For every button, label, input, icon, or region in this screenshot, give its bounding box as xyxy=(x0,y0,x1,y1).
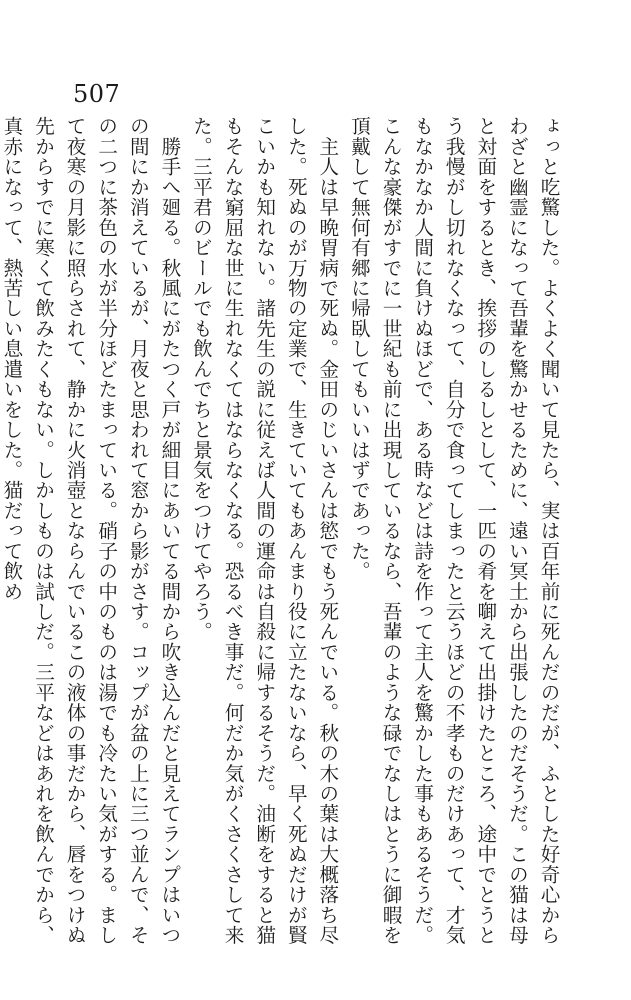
paragraph: 勝手へ廻る。秋風にがたつく戸が細目にあいてる間から吹き込んだと見えてランプはいつの間にか消えているが、月夜と思われて窓から影がさす。コップが盆の上に三つ並んで、その二つに茶色の水が半分ほどたまっている。硝子の中のものは湯でも冷たい気がする。まして夜寒の月影に照らされて、静かに火消壺とならんでいるこの液体の事だから、唇をつけぬ先からすでに寒くて飲みたくもない。しかしものは試しだ。三平などはあれを飲んでから、真赤になって、熱苦しい息遣いをした。猫だって飲め xyxy=(0,116,181,946)
paragraph: 主人は早晩胃病で死ぬ。金田のじいさんは慾でもう死んでいる。秋の木の葉は大概落ち尽した。死ぬのが万物の定業で、生きていてもあんまり役に立たないなら、早く死ぬだけが賢こいかも知れない。諸先生の説に従えば人間の運命は自殺に帰するそうだ。油断をすると猫もそんな窮屈な世に生れなくてはならなくなる。恐るべき事だ。何だか気がくさくさして来た。三平君のビールでも飲んでちと景気をつけてやろう。 xyxy=(189,116,339,946)
vertical-text-block xyxy=(0,116,564,946)
paragraph: ょっと吃驚した。よくよく聞いて見たら、実は百年前に死んだのだが、ふとした好奇心からわざと幽霊になって吾輩を驚かせるために、遠い冥土から出張したのだそうだ。この猫は母と対面をするとき、挨拶のしるしとして、一匹の肴を啣えて出掛けたところ、途中でとうとう我慢がし切れなくなって、自分で食ってしまったと云うほどの不孝ものだけあって、才気もなかなか人間に負けぬほどで、ある時などは詩を作って主人を驚かした事もあるそうだ。こんな豪傑がすでに一世紀も前に出現しているなら、吾輩のような碌でなしはとうに御暇を頂戴して無何有郷に帰臥してもいいはずであった。 xyxy=(347,116,560,946)
page-number: 507 xyxy=(73,80,121,108)
